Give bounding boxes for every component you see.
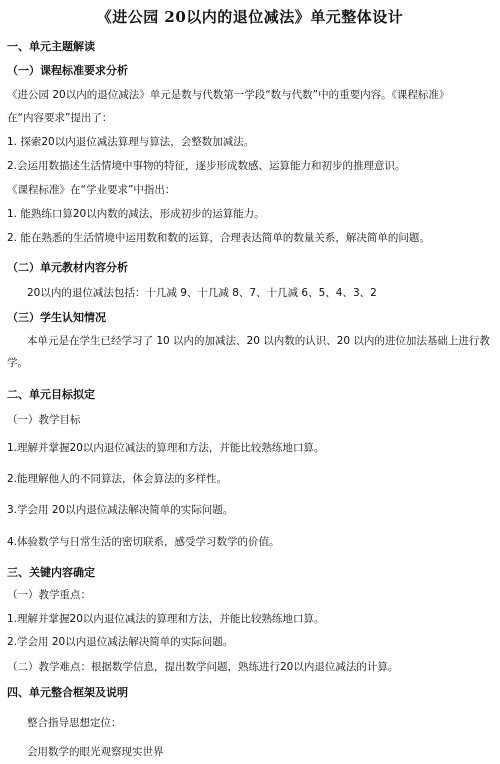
subsection-heading-textbook: （二）单元教材内容分析 <box>7 261 128 274</box>
list-item: 1. 探索20以内退位减法算理与算法，会整数加减法。 <box>7 136 255 148</box>
paragraph-block: 本单元是在学生已经学习了 10 以内的加减法、20 以内数的认识、20 以内的进位加法基础上进行教学。 <box>7 335 490 369</box>
list-item: 3.学会用 20以内退位减法解决简单的实际问题。 <box>7 504 234 516</box>
subsection-heading-curriculum: （一）课程标准要求分析 <box>7 64 128 77</box>
section-heading-2: 二、单元目标拟定 <box>7 388 95 401</box>
paragraph-line: 《进公园 20以内的退位减法》单元是数与代数第一学段“数与代数”中的重要内容。《课程标准》 <box>7 89 450 101</box>
section-heading-3: 三、关键内容确定 <box>7 566 95 579</box>
list-item: 1. 能熟练口算20以内数的减法，形成初步的运算能力。 <box>7 208 265 220</box>
list-item: 2.学会用 20以内退位减法解决简单的实际问题。 <box>7 636 234 648</box>
list-item: 4.体验数学与日常生活的密切联系，感受学习数学的价值。 <box>7 536 280 548</box>
section-heading-4: 四、单元整合框架及说明 <box>7 686 128 699</box>
paragraph-line: （二）教学难点：根据数学信息，提出数学问题，熟练进行20以内退位减法的计算。 <box>7 661 399 673</box>
paragraph-line: 《课程标准》在“学业要求”中指出： <box>7 184 176 196</box>
document-title: 《进公园 20以内的退位减法》单元整体设计 <box>96 8 404 26</box>
paragraph-line: 在“内容要求”提出了： <box>7 112 113 124</box>
paragraph-line: 会用数学的眼光观察现实世界 <box>27 746 164 758</box>
list-item: 1.理解并掌握20以内退位减法的算理和方法，并能比较熟练地口算。 <box>7 442 325 454</box>
list-item: 2.能理解他人的不同算法，体会算法的多样性。 <box>7 473 228 485</box>
subsection-heading-focus: （一）教学重点： <box>7 589 91 601</box>
subsection-heading-goals: （一）教学目标 <box>7 414 81 426</box>
list-item: 2.会运用数描述生活情境中事物的特征，逐步形成数感、运算能力和初步的推理意识。 <box>7 160 406 172</box>
subsection-heading-students: （三）学生认知情况 <box>7 311 106 324</box>
paragraph-line: 20以内的退位减法包括：十几减 9、十几减 8、7、十几减 6、5、4、3、2 <box>27 287 377 299</box>
list-item: 1.理解并掌握20以内退位减法的算理和方法，并能比较熟练地口算。 <box>7 613 325 625</box>
paragraph-line: 整合指导思想定位： <box>27 717 122 729</box>
section-heading-1: 一、单元主题解读 <box>7 40 95 53</box>
list-item: 2. 能在熟悉的生活情境中运用数和数的运算，合理表达简单的数量关系，解决简单的问题。 <box>7 232 430 244</box>
